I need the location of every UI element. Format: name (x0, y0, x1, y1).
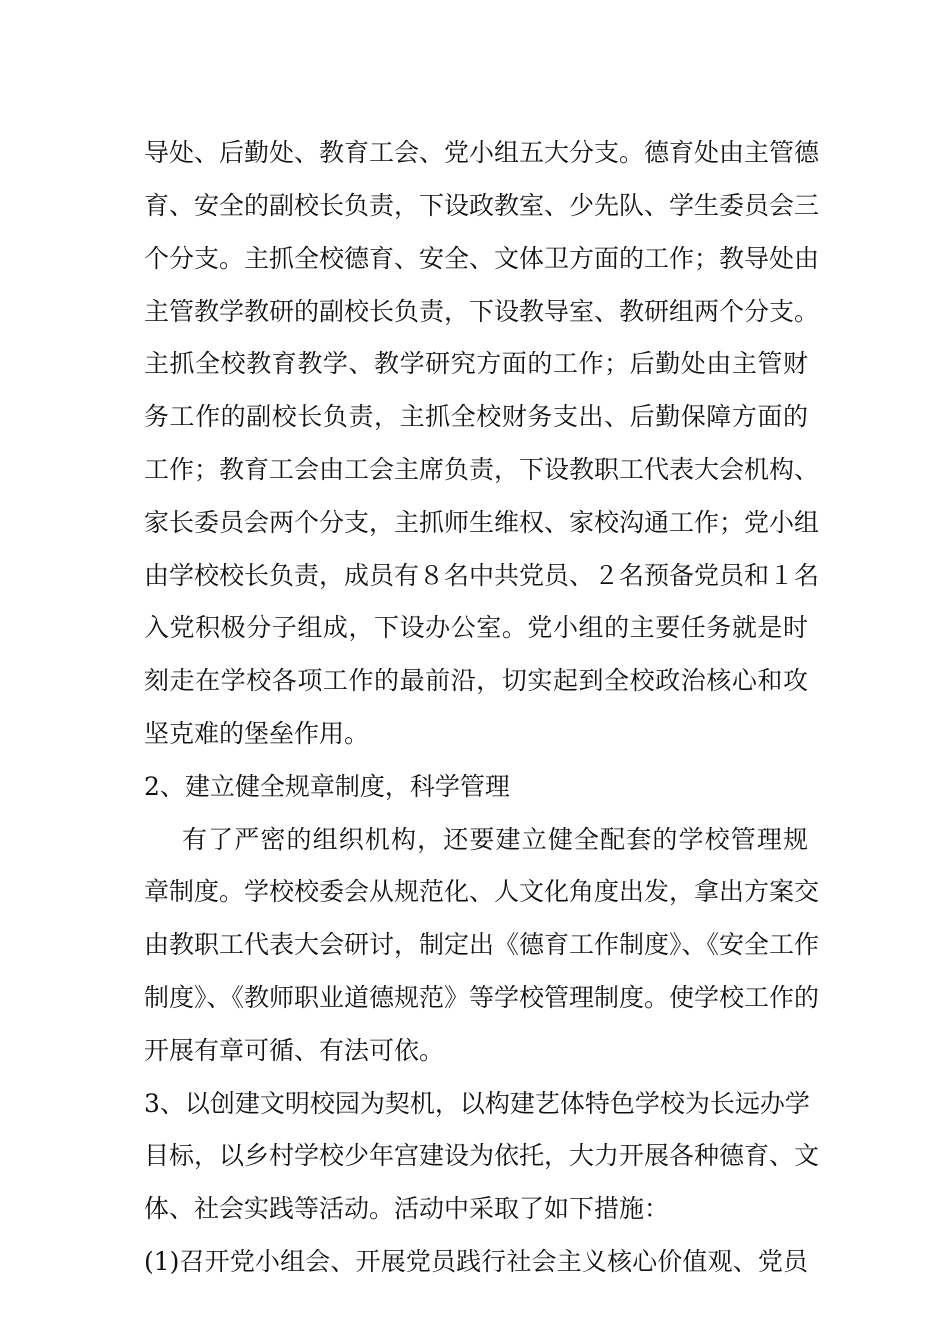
paragraph-line: 有了严密的组织机构，还要建立健全配套的学校管理规 (182, 825, 808, 854)
paragraph-line: 个分支。主抓全校德育、安全、文体卫方面的工作；教导处由 (144, 244, 820, 273)
paragraph-line: 目标，以乡村学校少年宫建设为依托，大力开展各种德育、文 (144, 1141, 820, 1170)
paragraph-line: 主管教学教研的副校长负责，下设教导室、教研组两个分支。 (144, 297, 820, 326)
section-heading: 3、以创建文明校园为契机，以构建艺体特色学校为长远办学 (144, 1089, 810, 1118)
paragraph-line: 刻走在学校各项工作的最前沿，切实起到全校政治核心和攻 (144, 666, 808, 695)
paragraph-line: 导处、后勤处、教育工会、党小组五大分支。德育处由主管德 (144, 138, 820, 167)
paragraph-line: 由教职工代表大会研讨，制定出《德育工作制度》、《安全工作 (144, 930, 820, 959)
paragraph-line: 家长委员会两个分支，主抓师生维权、家校沟通工作；党小组 (144, 508, 820, 537)
paragraph-line: 由学校校长负责，成员有８名中共党员、２名预备党员和１名 (144, 561, 820, 590)
paragraph-line: 制度》、《教师职业道德规范》等学校管理制度。使学校工作的 (144, 983, 820, 1012)
paragraph-line: 章制度。学校校委会从规范化、人文化角度出发，拿出方案交 (144, 877, 820, 906)
paragraph-line: 入党积极分子组成，下设办公室。党小组的主要任务就是时 (144, 613, 808, 642)
paragraph-line: 坚克难的堡垒作用。 (144, 719, 370, 748)
paragraph-line: 主抓全校教育教学、教学研究方面的工作；后勤处由主管财 (144, 349, 808, 378)
paragraph-line: 工作；教育工会由工会主席负责，下设教职工代表大会机构、 (144, 455, 820, 484)
paragraph-line: 育、安全的副校长负责，下设政教室、少先队、学生委员会三 (144, 191, 820, 220)
paragraph-line: 体、社会实践等活动。活动中采取了如下措施： (144, 1194, 670, 1223)
paragraph-line: 务工作的副校长负责，主抓全校财务支出、后勤保障方面的 (144, 402, 808, 431)
paragraph-line: 开展有章可循、有法可依。 (144, 1036, 445, 1065)
section-heading: 2、建立健全规章制度，科学管理 (144, 772, 510, 801)
paragraph-line: (1)召开党小组会、开展党员践行社会主义核心价值观、党员 (144, 1247, 808, 1276)
